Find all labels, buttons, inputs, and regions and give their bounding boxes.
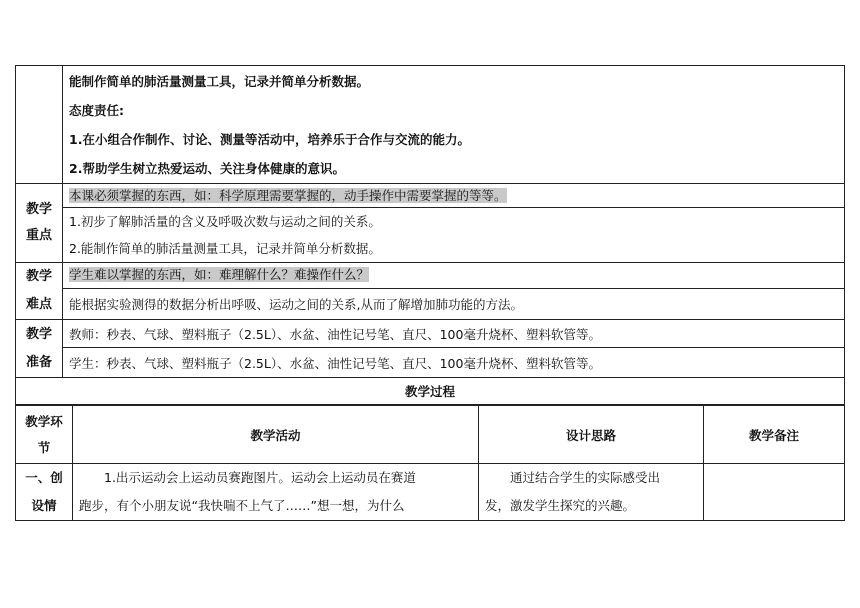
- preparation-student-row: [16, 348, 845, 378]
- process-title-row: [16, 378, 845, 405]
- difficult-points-text-row: [16, 288, 845, 319]
- key-point-item-1: 1.初步了解肺活量的含义及呼吸次数与运动之间的关系。: [69, 214, 381, 229]
- difficult-points-hint-cell: [63, 263, 845, 289]
- difficult-points-text: 能根据实验测得的数据分析出呼吸、运动之间的关系,从而了解增加肺功能的方法。: [63, 288, 845, 319]
- row1-stage: 一、创 设情: [16, 464, 73, 521]
- attitude-item-2: 2.帮助学生树立热爱运动、关注身体健康的意识。: [69, 160, 345, 176]
- preparation-teacher: 教师：秒表、气球、塑料瓶子（2.5L）、水盆、油性记号笔、直尺、100毫升烧杯、塑料软管等。: [63, 320, 845, 348]
- objectives-row: [16, 66, 845, 184]
- preparation-student: 学生：秒表、气球、塑料瓶子（2.5L）、水盆、油性记号笔、直尺、100毫升烧杯、塑料软管等。: [63, 348, 845, 378]
- row1-notes: [704, 464, 845, 521]
- difficult-points-label: 教学 难点: [16, 263, 63, 320]
- objectives-content-cell: [63, 66, 845, 184]
- attitude-item-1: 1.在小组合作制作、讨论、测量等活动中，培养乐于合作与交流的能力。: [69, 131, 470, 147]
- preparation-teacher-row: [16, 320, 845, 348]
- header-activity: 教学活动: [73, 406, 479, 464]
- difficult-points-hint: 学生难以掌握的东西，如：难理解什么？难操作什么？: [69, 267, 370, 283]
- key-point-item-2: 2.能制作简单的肺活量测量工具，记录并简单分析数据。: [69, 241, 381, 256]
- objectives-label-cell: [16, 66, 63, 184]
- key-points-hint-cell: [63, 184, 845, 208]
- row1-design: 通过结合学生的实际感受出 发，激发学生探究的兴趣。: [479, 464, 704, 521]
- key-points-items-cell: [63, 208, 845, 263]
- attitude-title: 态度责任:: [69, 102, 124, 118]
- key-points-label: 教学 重点: [16, 184, 63, 263]
- ability-line: 能制作简单的肺活量测量工具，记录并简单分析数据。: [69, 73, 370, 89]
- row1-activity: 1.出示运动会上运动员赛跑图片。运动会上运动员在赛道 跑步，有个小朋友说“我快喘不上气了……”想一想，为什么: [73, 464, 479, 521]
- header-notes: 教学备注: [704, 406, 845, 464]
- header-design: 设计思路: [479, 406, 704, 464]
- key-points-hint: 本课必须掌握的东西，如：科学原理需要掌握的，动手操作中需要掌握的等等。: [69, 187, 507, 203]
- key-points-row: [16, 184, 845, 208]
- lesson-plan-table-upper: [15, 65, 845, 405]
- key-points-items-row: [16, 208, 845, 263]
- preparation-label: 教学 准备: [16, 320, 63, 378]
- lesson-plan-table-process: [15, 405, 845, 521]
- header-stage: 教学环 节: [16, 406, 73, 464]
- process-title: 教学过程: [16, 378, 845, 405]
- process-header-row: [16, 406, 845, 464]
- process-row-1: [16, 464, 845, 521]
- difficult-points-row: [16, 263, 845, 289]
